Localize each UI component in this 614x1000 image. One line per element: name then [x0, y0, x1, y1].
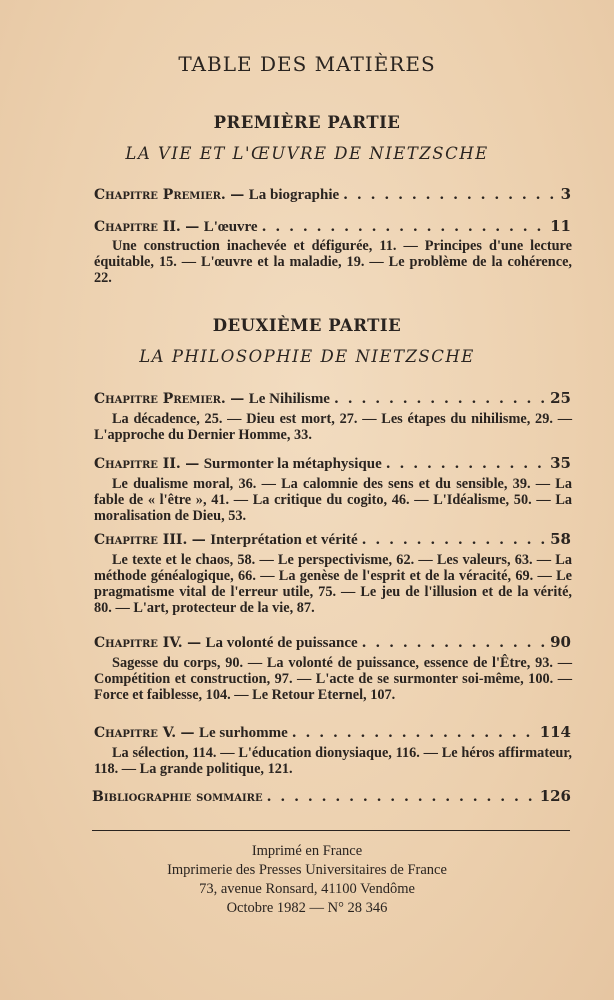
summary-text: Le dualisme moral, 36. — La calomnie des sens et du sensible, 39. — La fable de « l'être », 41. — La critique du cogito, 46. — L'Idéalisme, 50. — La moralisation de Dieu, 53.: [94, 476, 572, 524]
leader-dots: [262, 219, 547, 235]
separator: —: [180, 725, 195, 741]
toc-entry[interactable]: [94, 454, 571, 473]
toc-entry[interactable]: [94, 530, 571, 549]
toc-entry[interactable]: [94, 217, 571, 236]
leader-dots: [362, 532, 546, 548]
toc-entry-bibliography[interactable]: [92, 787, 571, 805]
leader-dots: [334, 391, 546, 407]
chapter-number: Chapitre Premier.: [94, 187, 226, 203]
page-title: TABLE DES MATIÈRES: [178, 52, 436, 76]
page-number: 58: [550, 530, 571, 548]
part-heading-1: PREMIÈRE PARTIE: [213, 113, 401, 132]
chapter-summary: [94, 745, 572, 777]
page-number: 35: [550, 454, 571, 472]
toc-entry[interactable]: [94, 723, 571, 742]
chapter-summary: [94, 476, 572, 524]
chapter-title: L'œuvre: [203, 219, 258, 235]
chapter-title: Le Nihilisme: [248, 391, 330, 407]
page-number: 126: [539, 787, 571, 805]
chapter-title: Le surhomme: [199, 725, 288, 741]
toc-entry[interactable]: [94, 185, 571, 204]
chapter-number: Chapitre II.: [94, 456, 181, 472]
chapter-number: Chapitre II.: [94, 219, 181, 235]
toc-entry[interactable]: [94, 633, 571, 652]
page-number: 3: [560, 185, 571, 203]
chapter-number: Chapitre III.: [94, 532, 188, 548]
chapter-title: La volonté de puissance: [205, 635, 358, 651]
page-number: 90: [550, 633, 571, 651]
chapter-title: Interprétation et vérité: [210, 532, 358, 548]
part-subtitle-2: LA PHILOSOPHIE DE NIETZSCHE: [139, 347, 475, 366]
leader-dots: [267, 789, 536, 805]
bibliography-label: Bibliographie sommaire: [92, 789, 263, 805]
summary-text: Une construction inachevée et défigurée, 11. — Principes d'une lecture équitable, 15. — L'œuvre et la maladie, 19. — Le problème de la cohérence, 22.: [94, 238, 572, 286]
separator: —: [191, 532, 206, 548]
separator: —: [230, 187, 245, 203]
chapter-summary: [94, 238, 572, 286]
chapter-number: Chapitre V.: [94, 725, 177, 741]
chapter-number: Chapitre Premier.: [94, 391, 226, 407]
part-subtitle-1: LA VIE ET L'ŒUVRE DE NIETZSCHE: [125, 144, 489, 163]
separator: —: [230, 391, 245, 407]
leader-dots: [292, 725, 536, 741]
summary-text: Le texte et le chaos, 58. — Le perspectivisme, 62. — Les valeurs, 63. — La méthode généalogique, 66. — La genèse de l'esprit et de la véracité, 69. — Le pragmatisme vital de l'erreur utile, 75. — Le jeu de l'illusion et de la vérité, 80. — L'art, protecteur de la vie, 87.: [94, 552, 572, 616]
separator: —: [187, 635, 202, 651]
colophon-line: Imprimerie des Presses Universitaires de France: [167, 862, 447, 878]
chapter-title: Surmonter la métaphysique: [203, 456, 382, 472]
page-number: 25: [550, 389, 571, 407]
colophon-line: Octobre 1982 — N° 28 346: [226, 900, 388, 916]
separator: —: [185, 456, 200, 472]
chapter-title: La biographie: [248, 187, 340, 203]
chapter-summary: [94, 552, 572, 616]
page-number: 11: [550, 217, 571, 235]
summary-text: La sélection, 114. — L'éducation dionysiaque, 116. — Le héros affirmateur, 118. — La grande politique, 121.: [94, 745, 572, 777]
page-number: 114: [539, 723, 571, 741]
chapter-summary: [94, 411, 572, 443]
summary-text: La décadence, 25. — Dieu est mort, 27. — Les étapes du nihilisme, 29. — L'approche du Dernier Homme, 33.: [94, 411, 572, 443]
colophon-line: 73, avenue Ronsard, 41100 Vendôme: [199, 881, 415, 897]
toc-entry[interactable]: [94, 389, 571, 408]
colophon-line: Imprimé en France: [251, 843, 363, 859]
summary-text: Sagesse du corps, 90. — La volonté de puissance, essence de l'Être, 93. — Compétition et construction, 97. — L'acte de se surmonter soi-même, 100. — Force et faiblesse, 104. — Le Retour Eternel, 107.: [94, 655, 572, 703]
separator: —: [185, 219, 200, 235]
leader-dots: [343, 187, 556, 203]
part-heading-2: DEUXIÈME PARTIE: [212, 316, 402, 335]
leader-dots: [386, 456, 546, 472]
chapter-summary: [94, 655, 572, 703]
leader-dots: [362, 635, 546, 651]
divider: [92, 830, 570, 831]
chapter-number: Chapitre IV.: [94, 635, 183, 651]
